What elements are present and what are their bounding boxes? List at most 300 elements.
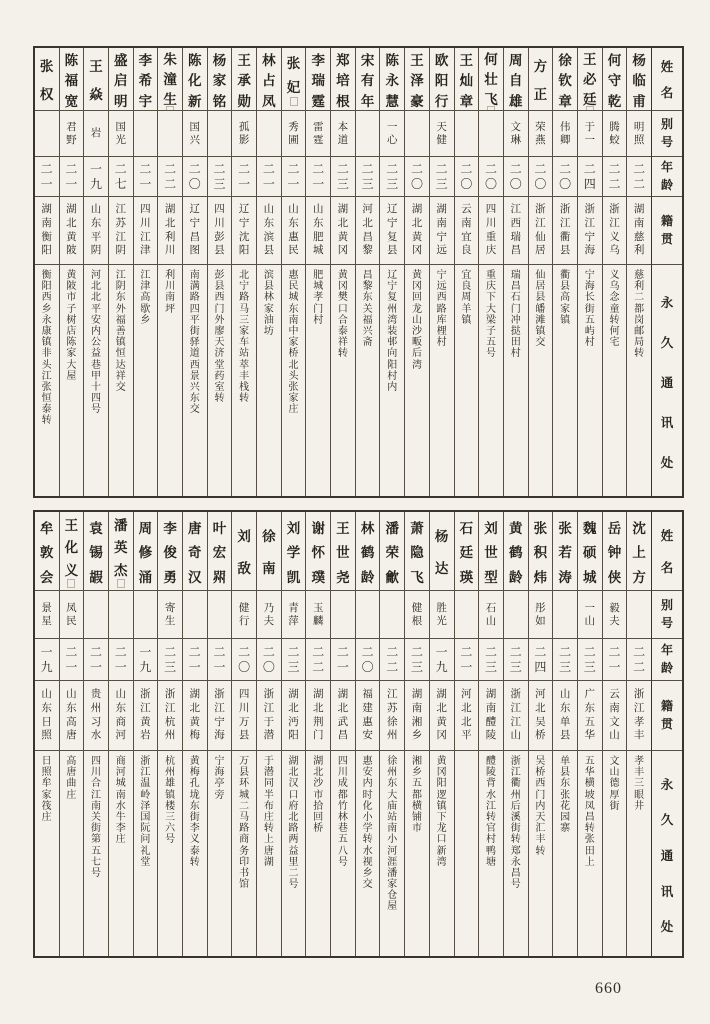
character: 转 xyxy=(41,415,52,427)
character: 转 xyxy=(609,314,620,326)
age-cell xyxy=(479,156,503,196)
hao-cell xyxy=(504,110,528,156)
address-cell xyxy=(35,750,59,956)
character: 辽 xyxy=(387,203,398,216)
character: 万 xyxy=(238,715,250,728)
character: 宁 xyxy=(436,270,447,281)
character: 家 xyxy=(212,73,227,88)
character: 二 xyxy=(287,645,300,660)
character: 非 xyxy=(41,348,52,360)
character: 沙 xyxy=(313,778,324,790)
address-cell xyxy=(553,264,577,496)
character: 黄 xyxy=(189,756,200,767)
character: 南 xyxy=(41,216,52,229)
character: 号 xyxy=(337,856,348,868)
name-cell xyxy=(60,512,84,590)
age-cell xyxy=(109,638,133,680)
character: 永 xyxy=(510,856,521,868)
character: 二 xyxy=(386,645,399,660)
name-cell xyxy=(455,512,479,590)
character: 门 xyxy=(313,303,324,315)
entry-column xyxy=(157,512,182,956)
character: 家 xyxy=(560,303,571,315)
character: 山 xyxy=(411,314,422,326)
native-cell xyxy=(504,196,528,264)
name-cell xyxy=(208,48,232,110)
entry-column xyxy=(355,512,380,956)
character: 同 xyxy=(263,778,274,790)
character: 眼 xyxy=(634,789,645,801)
character: 陈 xyxy=(188,52,202,68)
character: 上 xyxy=(632,545,646,560)
character: 三 xyxy=(410,659,423,674)
character: 国 xyxy=(115,120,126,133)
character: 桥 xyxy=(313,823,324,835)
character: 宏 xyxy=(212,545,227,560)
character: 川 xyxy=(164,244,176,257)
character: 布 xyxy=(263,800,274,812)
character: 一 xyxy=(90,162,103,177)
character: 转 xyxy=(263,823,274,835)
character: 关 xyxy=(362,303,373,315)
character: 龄 xyxy=(508,569,523,585)
address-cell xyxy=(306,264,330,496)
character: 福 xyxy=(64,73,79,88)
character: 山 xyxy=(609,729,620,742)
character: 南 xyxy=(436,216,447,229)
character: 宁 xyxy=(189,216,201,229)
character: 药 xyxy=(214,370,225,382)
character: 宽 xyxy=(64,93,79,109)
character: 行 xyxy=(238,614,250,627)
entry-column xyxy=(330,48,355,496)
character: 交 xyxy=(115,381,126,393)
address-cell xyxy=(306,750,330,956)
character: 何 xyxy=(609,325,620,337)
character: 景 xyxy=(189,370,200,382)
character: 都 xyxy=(634,303,645,315)
character: 北 xyxy=(91,281,102,293)
character: 丰 xyxy=(239,370,250,382)
character: 店 xyxy=(66,325,77,337)
native-cell xyxy=(306,196,330,264)
character: 沈 xyxy=(238,230,250,243)
character: 名 xyxy=(660,86,674,101)
character: 阳 xyxy=(288,729,299,742)
character: 陈 xyxy=(64,52,79,68)
character: 南 xyxy=(609,701,620,714)
character: 浙 xyxy=(214,688,225,701)
character: 水 xyxy=(486,789,497,801)
entry-column xyxy=(281,48,306,496)
character: 二 xyxy=(336,162,349,177)
character: 浙 xyxy=(510,688,521,701)
character: 子 xyxy=(486,325,497,337)
character: 姓 xyxy=(660,529,674,543)
character: 浙 xyxy=(510,756,521,767)
character: 冈 xyxy=(411,281,422,293)
character: 徐 xyxy=(387,756,398,767)
age-cell xyxy=(553,638,577,680)
character: 阳 xyxy=(436,778,447,790)
character: 七 xyxy=(91,856,102,868)
name-cell xyxy=(257,48,281,110)
address-cell xyxy=(455,264,479,496)
character: 树 xyxy=(66,314,77,326)
character: 念 xyxy=(609,292,620,304)
character: 二 xyxy=(534,162,547,177)
character: 站 xyxy=(239,348,250,360)
character: 生 xyxy=(164,614,176,627)
character: 本 xyxy=(337,120,349,133)
character: 永 xyxy=(660,777,674,792)
age-cell xyxy=(60,156,84,196)
hao-cell xyxy=(208,110,232,156)
character: 内 xyxy=(91,325,102,337)
character: 〇 xyxy=(361,659,374,674)
character: 德 xyxy=(609,778,620,790)
character: 自 xyxy=(508,73,523,88)
character: 照 xyxy=(41,767,52,779)
header-column xyxy=(651,48,682,496)
character: 湖 xyxy=(436,688,447,701)
character: 临 xyxy=(632,73,646,88)
character: 益 xyxy=(288,845,299,857)
age-cell xyxy=(603,156,627,196)
character: 镇 xyxy=(535,325,546,337)
character: 半 xyxy=(263,789,274,801)
character: 王 xyxy=(583,52,597,67)
character: 一 xyxy=(139,176,152,191)
character: 兴 xyxy=(189,381,200,393)
age-cell xyxy=(84,156,108,196)
native-cell xyxy=(627,196,651,264)
character: 门 xyxy=(214,303,225,315)
character: 商 xyxy=(115,715,126,728)
hao-cell xyxy=(183,110,207,156)
character: 转 xyxy=(214,393,225,405)
character: 必 xyxy=(583,72,597,87)
character: 州 xyxy=(387,767,398,779)
entry-column xyxy=(157,48,182,496)
character: 庆 xyxy=(485,244,497,257)
character: 北 xyxy=(164,216,176,229)
character: 泰 xyxy=(189,845,200,857)
character: 坡 xyxy=(584,789,595,801)
character: 浙 xyxy=(140,688,151,701)
character: 福 xyxy=(362,314,373,326)
address-cell xyxy=(109,750,133,956)
character: 肥 xyxy=(312,230,324,243)
age-cell xyxy=(35,156,59,196)
character: 山 xyxy=(609,767,620,779)
character: 二 xyxy=(608,162,621,177)
character: 宁 xyxy=(387,216,398,229)
character: 二 xyxy=(559,162,572,177)
native-cell xyxy=(603,196,627,264)
character: 村 xyxy=(313,314,324,326)
character: 天 xyxy=(535,811,546,823)
character: 祥 xyxy=(115,370,126,382)
character: 路 xyxy=(436,303,447,315)
character: 吴 xyxy=(535,756,546,767)
character: 江 xyxy=(140,270,151,281)
character: 肥 xyxy=(313,270,324,281)
character: 大 xyxy=(387,789,398,801)
character: 大 xyxy=(486,303,497,315)
character: 浙 xyxy=(164,688,176,701)
character: 周 xyxy=(461,292,472,304)
character: 桥 xyxy=(535,729,546,742)
entry-column xyxy=(577,48,602,496)
character: 通 xyxy=(660,848,674,863)
native-cell xyxy=(603,680,627,750)
character: 久 xyxy=(660,813,674,828)
character: 汇 xyxy=(535,823,546,835)
native-cell xyxy=(405,680,429,750)
character: 辽 xyxy=(387,270,398,281)
character: 北 xyxy=(535,701,546,714)
character: 江 xyxy=(559,216,571,229)
character: 云 xyxy=(461,203,472,216)
entry-column xyxy=(35,48,59,496)
character: 城 xyxy=(583,569,597,585)
character: 张 xyxy=(584,834,595,846)
character: 湖 xyxy=(436,203,447,216)
character: 二 xyxy=(509,162,522,177)
character: 秀 xyxy=(288,120,299,133)
character: 湘 xyxy=(411,715,423,728)
character: 县 xyxy=(535,292,546,304)
character: 唐 xyxy=(188,520,202,536)
entry-column xyxy=(552,512,577,956)
character: 健 xyxy=(411,601,423,614)
character: 北 xyxy=(313,767,324,779)
name-cell xyxy=(232,48,256,110)
character: 启 xyxy=(113,73,128,88)
character: 单 xyxy=(560,756,571,767)
character: 家 xyxy=(66,348,77,360)
character: 馆 xyxy=(239,879,250,891)
character: 潜 xyxy=(263,767,274,779)
age-cell xyxy=(306,156,330,196)
character: 生 xyxy=(163,92,177,107)
character: 厚 xyxy=(609,789,620,801)
character: 化 xyxy=(362,800,373,812)
character: 学 xyxy=(286,545,301,560)
character: 叶 xyxy=(212,520,227,536)
character: 昌 xyxy=(584,811,595,823)
character: 廖 xyxy=(214,325,225,337)
character: 一 xyxy=(336,659,349,674)
character: 路 xyxy=(288,823,299,835)
character: 寄 xyxy=(164,601,176,614)
character: 醴 xyxy=(486,756,497,767)
name-cell xyxy=(380,512,404,590)
native-cell xyxy=(282,680,306,750)
entry-column xyxy=(379,512,404,956)
character: 二 xyxy=(485,162,498,177)
character: 高 xyxy=(140,292,151,304)
character: 西 xyxy=(214,292,225,304)
character: 阴 xyxy=(90,244,102,257)
character: 街 xyxy=(510,823,521,835)
character: 城 xyxy=(313,281,324,293)
character: 二 xyxy=(164,162,177,177)
character: 湘 xyxy=(411,756,422,767)
character: 二 xyxy=(509,645,522,660)
character: 三 xyxy=(336,176,349,191)
character: 阳 xyxy=(387,359,398,371)
hao-cell xyxy=(603,590,627,638)
native-cell xyxy=(60,680,84,750)
hao-cell xyxy=(232,110,256,156)
character: 讯 xyxy=(660,416,674,430)
entry-column xyxy=(108,48,133,496)
character: 永 xyxy=(660,296,674,310)
character: 外 xyxy=(115,303,126,315)
character: 庄 xyxy=(288,404,299,416)
character: 一 xyxy=(188,659,201,674)
hao-cell xyxy=(455,590,479,638)
character: 陈 xyxy=(66,337,77,349)
entry-column xyxy=(429,48,454,496)
character: 别 xyxy=(660,598,673,613)
character: 炜 xyxy=(533,569,548,585)
character: 江 xyxy=(140,701,151,714)
entry-column xyxy=(133,48,158,496)
character: 于 xyxy=(584,120,596,133)
character: 江 xyxy=(584,216,596,229)
name-cell xyxy=(158,512,182,590)
character: 根 xyxy=(336,93,350,109)
character: 二 xyxy=(312,645,325,660)
character: 号 xyxy=(660,615,673,630)
character: 乡 xyxy=(41,303,52,315)
character: 江 xyxy=(263,701,275,714)
address-cell xyxy=(627,264,651,496)
entry-column xyxy=(256,512,281,956)
character: 九 xyxy=(40,659,53,674)
address-cell xyxy=(331,264,355,496)
address-cell xyxy=(257,264,281,496)
character: 石 xyxy=(485,601,497,614)
character: 丰 xyxy=(633,729,645,742)
character: 印 xyxy=(239,856,250,868)
age-cell xyxy=(603,638,627,680)
character: 二 xyxy=(608,645,621,660)
character: 号 xyxy=(288,879,299,891)
character: 宅 xyxy=(609,337,620,349)
character: 三 xyxy=(361,176,374,191)
character: 陵 xyxy=(486,767,497,779)
character: 冈 xyxy=(436,729,447,742)
character: 五 xyxy=(486,337,497,349)
character: 世 xyxy=(484,545,498,560)
character: 南 xyxy=(115,789,126,801)
character: 县 xyxy=(214,244,225,257)
character: 六 xyxy=(165,823,176,835)
character: 东 xyxy=(387,778,398,790)
character: 嘏 xyxy=(89,569,103,585)
character: 下 xyxy=(436,811,447,823)
character: 镇 xyxy=(461,314,472,326)
native-cell xyxy=(158,196,182,264)
character: 廷 xyxy=(459,545,474,560)
character: 街 xyxy=(91,823,102,835)
character: 口 xyxy=(337,303,348,315)
character: 慈 xyxy=(633,230,645,243)
character: 影 xyxy=(238,133,250,146)
character: 巷 xyxy=(91,359,102,371)
character: 二 xyxy=(435,162,448,177)
character: 年 xyxy=(360,93,375,109)
character: 车 xyxy=(239,337,250,349)
character: 山 xyxy=(115,688,126,701)
address-cell xyxy=(529,264,553,496)
character: 衡 xyxy=(41,230,52,243)
character: 四 xyxy=(485,203,497,216)
character: 时 xyxy=(362,789,373,801)
character: 鹤 xyxy=(508,545,523,560)
character: 守 xyxy=(607,73,622,88)
character: 焱 xyxy=(89,86,103,102)
character: 南 xyxy=(91,800,102,812)
character: 湖 xyxy=(66,203,77,216)
character: 岭 xyxy=(140,789,151,801)
character: 塘 xyxy=(486,856,497,868)
character: 二 xyxy=(633,645,646,660)
character: 山 xyxy=(41,688,52,701)
character: 东 xyxy=(288,216,299,229)
native-cell xyxy=(208,680,232,750)
character: 卿 xyxy=(559,133,571,146)
character: 讯 xyxy=(660,884,674,899)
character: 曲 xyxy=(66,778,77,790)
character: 水 xyxy=(90,729,102,742)
character: 回 xyxy=(313,811,324,823)
character: 一 xyxy=(65,659,78,674)
character: 钟 xyxy=(607,545,622,560)
character: 东 xyxy=(90,216,102,229)
character: 一 xyxy=(40,176,53,191)
age-cell xyxy=(208,638,232,680)
character: 第 xyxy=(91,834,102,846)
character: 谢 xyxy=(311,520,325,536)
name-cell xyxy=(208,512,232,590)
character: 庙 xyxy=(387,800,398,812)
character: 阳 xyxy=(434,73,449,88)
character: 慈 xyxy=(634,270,645,281)
hao-cell xyxy=(183,590,207,638)
age-cell xyxy=(109,156,133,196)
character: 宁 xyxy=(387,281,398,293)
address-cell xyxy=(603,750,627,956)
character: 转 xyxy=(239,393,250,405)
character: 阳 xyxy=(41,244,52,257)
native-cell xyxy=(331,196,355,264)
address-cell xyxy=(134,750,158,956)
character: 四 xyxy=(214,203,225,216)
character: 建 xyxy=(362,701,373,714)
character: 县 xyxy=(263,281,274,293)
character: 利 xyxy=(164,230,176,243)
hao-cell xyxy=(455,110,479,156)
character: 籍 xyxy=(660,214,673,229)
character: 平 xyxy=(189,314,200,326)
name-cell xyxy=(578,48,602,110)
character: 恒 xyxy=(41,393,52,405)
